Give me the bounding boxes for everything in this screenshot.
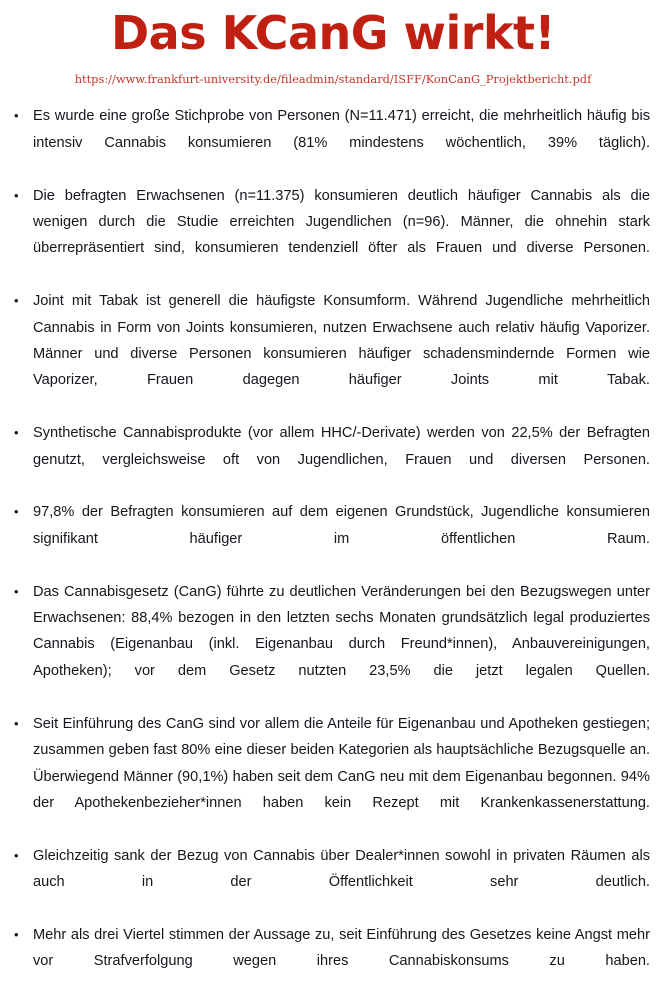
page-title: Das KCanG wirkt! xyxy=(110,6,556,60)
list-item-text: Joint mit Tabak ist generell die häufigste Konsumform. Während Jugendliche mehrheitlich Cannabis in Form von Joints konsumieren, nutzen Erwachsene auch relativ häufig Vaporizer. Männer und diverse Personen konsumieren häufiger schadensmindernde Formen wie Vaporizer, Frauen dagegen häufiger Joints mit Tabak. xyxy=(33,293,650,389)
bullet-marker-icon: • xyxy=(14,715,19,731)
findings-bullet-list xyxy=(0,86,666,1001)
list-item xyxy=(14,103,650,182)
list-item xyxy=(14,711,650,843)
list-item xyxy=(14,579,650,711)
list-item-text: 97,8% der Befragten konsumieren auf dem eigenen Grundstück, Jugendliche konsumieren signifikant häufiger im öffentlichen Raum. xyxy=(33,504,650,547)
bullet-marker-icon: • xyxy=(14,425,19,441)
list-item-text: Synthetische Cannabisprodukte (vor allem HHC/-Derivate) werden von 22,5% der Befragten genutzt, vergleichsweise oft von Jugendlichen, Frauen und diversen Personen. xyxy=(33,425,650,468)
list-item xyxy=(14,922,650,1001)
bullet-marker-icon: • xyxy=(14,583,19,599)
list-item-text: Es wurde eine große Stichprobe von Personen (N=11.471) erreicht, die mehrheitlich häufig bis intensiv Cannabis konsumieren (81% mindestens wöchentlich, 39% täglich). xyxy=(33,108,650,151)
list-item-text: Gleichzeitig sank der Bezug von Cannabis über Dealer*innen sowohl in privaten Räumen als auch in der Öffentlichkeit sehr deutlich. xyxy=(33,847,650,891)
list-item xyxy=(14,843,650,922)
source-url-link[interactable]: https://www.frankfurt-university.de/fileadmin/standard/ISFF/KonCanG_Projektbericht.pdf xyxy=(74,71,592,86)
list-item xyxy=(14,183,650,289)
list-item xyxy=(14,420,650,499)
bullet-marker-icon: • xyxy=(14,926,19,942)
bullet-marker-icon: • xyxy=(14,847,19,863)
list-item-text: Die befragten Erwachsenen (n=11.375) konsumieren deutlich häufiger Cannabis als die wenigen durch die Studie erreichten Jugendlichen (n=96). Männer, die ohnehin stark überrepräsentiert sind, konsumieren tendenziell öfter als Frauen und diverse Personen. xyxy=(33,187,650,257)
list-item-text: Mehr als drei Viertel stimmen der Aussage zu, seit Einführung des Gesetzes keine Angst mehr vor Strafverfolgung wegen ihres Cannabiskonsums zu haben. xyxy=(33,926,650,970)
list-item xyxy=(14,288,650,420)
bullet-marker-icon: • xyxy=(14,293,19,309)
bullet-marker-icon: • xyxy=(14,504,19,520)
list-item-text: Seit Einführung des CanG sind vor allem die Anteile für Eigenanbau und Apotheken gestiegen; zusammen geben fast 80% eine dieser beiden Kategorien als hauptsächliche Bezugsquelle an. Überwiegend Männer (90,1%) haben seit dem CanG neu mit dem Eigenanbau begonnen. 94% der Apothekenbezieher*innen haben kein Rezept mit Krankenkassenerstattung. xyxy=(33,715,650,811)
bullet-marker-icon: • xyxy=(14,108,19,124)
bullet-marker-icon: • xyxy=(14,187,19,203)
list-item-text: Das Cannabisgesetz (CanG) führte zu deutlichen Veränderungen bei den Bezugswegen unter Erwachsenen: 88,4% bezogen in den letzten sechs Monaten grundsätzlich legal produziertes Cannabis (Eigenanbau (inkl. Eigenanbau durch Freund*innen), Anbauvereinigungen, Apotheken); vor dem Gesetz nutzten 23,5% die jetzt legalen Quellen. xyxy=(33,583,650,679)
list-item xyxy=(14,499,650,578)
